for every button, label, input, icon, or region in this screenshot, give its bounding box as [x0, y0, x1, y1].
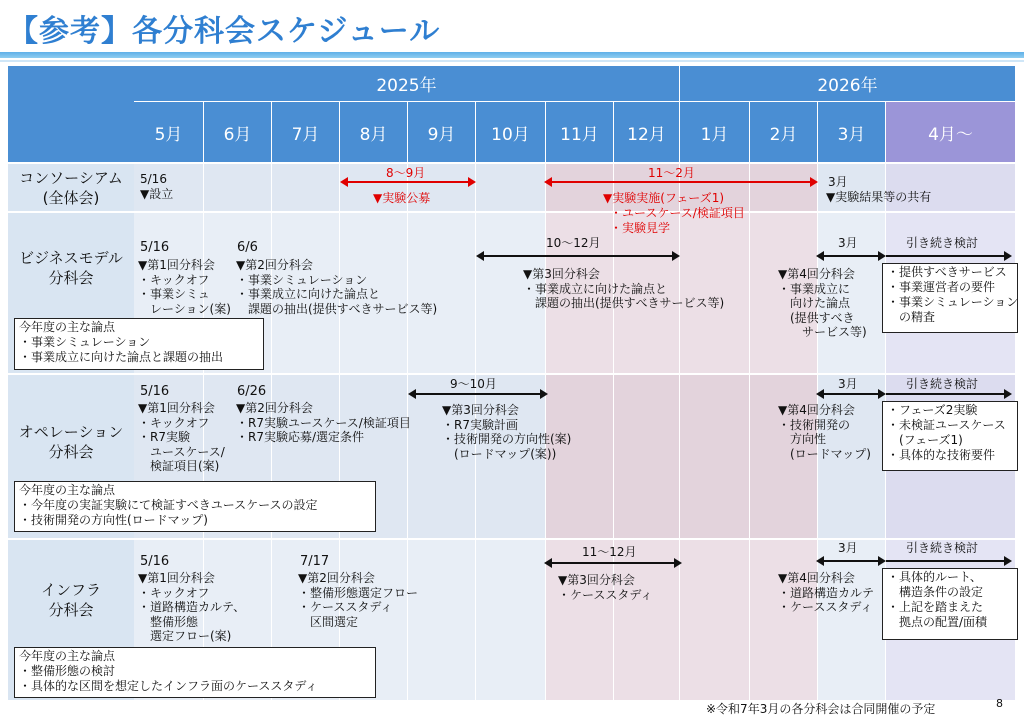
note-line: ▼第3回分科会 [442, 403, 519, 417]
month-header: 5月 [134, 102, 204, 162]
note-line: ▼第2回分科会 [298, 571, 375, 585]
business-march-arrow [818, 255, 884, 257]
month-header: 11月 [546, 102, 614, 162]
box-line: ・事業シミュレーション [887, 295, 1019, 309]
month-header: 7月 [272, 102, 340, 162]
grid-cell [614, 540, 680, 700]
note-line: 整備形態 [138, 614, 199, 629]
month-header: 4月～ [886, 102, 1016, 162]
issues-title: 今年度の主な論点 [19, 320, 116, 334]
grid-cell [408, 540, 476, 700]
operation-cont-box [882, 401, 1018, 471]
note-line: ユースケース/ [138, 444, 225, 459]
note-line: 区間選定 [298, 614, 359, 629]
business-cont-label: 引き続き検討 [906, 236, 979, 250]
box-line: ・事業成立に向けた論点と課題の抽出 [19, 350, 224, 364]
consortium-date: 5/16 [140, 172, 167, 186]
month-header: 9月 [408, 102, 476, 162]
box-line: ・整備形態の検討 [19, 664, 116, 678]
box-line: ・具体的な区間を想定したインフラ面のケーススタディ [19, 679, 318, 693]
operation-cont-arrow [886, 393, 1010, 395]
year-2025: 2025年 [134, 66, 680, 102]
month-header: 8月 [340, 102, 408, 162]
operation-march-arrow [818, 393, 884, 395]
note-line: ▼第4回分科会 [778, 403, 855, 417]
grid-cell [204, 164, 272, 211]
grid-cell [818, 540, 886, 700]
note-line: ・道路構造カルテ、 [138, 600, 246, 614]
operation-march-label: 3月 [838, 377, 858, 391]
footnote: ※令和7年3月の各分科会は合同開催の予定 [706, 702, 936, 716]
note-line: ・キックオフ [138, 415, 210, 430]
title-underline [0, 52, 1024, 58]
month-header: 6月 [204, 102, 272, 162]
grid-cell [476, 164, 546, 211]
infra-m1-lines [138, 571, 245, 644]
note-line: (ロードマップ) [778, 446, 871, 461]
note-line: ・ケーススタディ [298, 600, 393, 614]
business-m2-date: 6/6 [237, 240, 258, 255]
grid-cell [750, 540, 818, 700]
note-line: ・技術開発の方向性(案) [442, 432, 572, 446]
note-line: 方向性 [778, 432, 827, 446]
note-line: 課題の抽出(提供すべきサービス等) [523, 296, 725, 310]
box-line: ・具体的な技術要件 [887, 448, 996, 462]
operation-m2-lines [236, 401, 411, 445]
note-line: 選定フロー(案) [138, 629, 232, 643]
note-line: ▼第1回分科会 [138, 401, 215, 415]
operation-issues-box [14, 481, 376, 532]
infra-arrow-label: 11～12月 [582, 545, 637, 559]
page-number: 8 [996, 697, 1003, 710]
row-label-line: (全体会) [42, 188, 100, 207]
year-2026: 2026年 [680, 66, 1016, 102]
row-label-line: コンソーシアム [19, 168, 123, 187]
note-line: 課題の抽出(提供すべきサービス等) [236, 301, 438, 316]
note-line: ▼第1回分科会 [138, 571, 215, 585]
operation-m4-lines [778, 403, 871, 461]
consortium-event: ▼設立 [140, 187, 174, 201]
note-line: ・事業成立に向けた論点と [523, 281, 668, 296]
note-line: ・事業シミュ [138, 287, 210, 301]
box-line: 構造条件の設定 [887, 585, 984, 599]
business-cont-box [882, 263, 1018, 333]
note-line: ・キックオフ [138, 585, 210, 600]
operation-cont-label: 引き続き検討 [906, 377, 979, 391]
box-line: ・今年度の実証実験にて検証すべきユースケースの設定 [19, 498, 318, 512]
row-label-line: オペレーション [18, 422, 124, 441]
business-issues-box [14, 318, 264, 370]
business-march-label: 3月 [838, 236, 858, 250]
note-line: ・R7実験計画 [442, 417, 518, 432]
grid-cell [476, 540, 546, 700]
infra-march-arrow [818, 560, 884, 562]
row-label-consortium [8, 164, 134, 211]
box-line: の精査 [887, 310, 936, 324]
business-cont-arrow [886, 255, 1010, 257]
note-line: ▼第1回分科会 [138, 258, 215, 272]
box-line: (フェーズ1) [887, 433, 963, 447]
infra-cont-arrow [886, 560, 1010, 562]
infra-m4-lines [778, 571, 874, 615]
issues-title: 今年度の主な論点 [19, 649, 116, 663]
grid-cell [680, 540, 750, 700]
note-line: ・キックオフ [138, 272, 210, 287]
infra-m1-date: 5/16 [140, 554, 170, 569]
consortium-arrow2-text1: ▼実験実施(フェーズ1) [603, 191, 725, 205]
month-header: 10月 [476, 102, 546, 162]
operation-arrow [410, 393, 546, 395]
title-underline-thin [0, 60, 1024, 62]
business-m3-lines [523, 267, 724, 311]
operation-m2-date: 6/26 [237, 384, 267, 399]
note-line: 検証項目(案) [138, 459, 220, 473]
note-line: ・整備形態選定フロー [298, 585, 419, 600]
note-line: ▼第3回分科会 [558, 573, 635, 587]
note-line: ▼第4回分科会 [778, 267, 855, 281]
month-header: 1月 [680, 102, 750, 162]
note-line: 向けた論点 [778, 296, 851, 310]
consortium-arrow2 [546, 181, 816, 183]
issues-title: 今年度の主な論点 [19, 483, 116, 497]
operation-arrow-label: 9～10月 [450, 377, 497, 391]
note-line: (提供すべき [778, 310, 855, 325]
note-line: ・事業シミュレーション [236, 272, 368, 287]
box-line: ・未検証ユースケース [887, 418, 1006, 432]
note-line: ・R7実験応募/選定条件 [236, 430, 365, 444]
grid-cell [614, 375, 680, 538]
infra-cont-label: 引き続き検討 [906, 541, 979, 555]
note-line: ▼第2回分科会 [236, 401, 313, 415]
infra-m2-date: 7/17 [300, 554, 330, 569]
note-line: ・ケーススタディ [778, 600, 873, 614]
note-line: ・技術開発の [778, 417, 851, 432]
note-line: ▼第2回分科会 [236, 258, 313, 272]
consortium-end-month: 3月 [828, 175, 848, 189]
page-title: 【参考】各分科会スケジュール [8, 14, 441, 49]
consortium-arrow2-text3: ・実験見学 [610, 221, 671, 235]
row-label-line: 分科会 [48, 442, 94, 461]
note-line: (ロードマップ(案)) [442, 446, 557, 461]
operation-m1-date: 5/16 [140, 384, 170, 399]
note-line: ・事業成立に [778, 281, 851, 296]
box-line: 拠点の配置/面積 [887, 615, 988, 629]
row-label-line: インフラ [40, 581, 101, 599]
business-m1-lines [138, 258, 231, 316]
consortium-arrow2-text2: ・ユースケース/検証項目 [610, 206, 745, 220]
row-label-line: 分科会 [48, 601, 94, 619]
business-arrow-label: 10～12月 [546, 236, 601, 250]
box-line: ・技術開発の方向性(ロードマップ) [19, 513, 208, 527]
box-line: ・具体的ルート、 [887, 570, 982, 584]
note-line: ・R7実験 [138, 430, 190, 444]
consortium-end-text: ▼実験結果等の共有 [826, 190, 932, 204]
business-m1-date: 5/16 [140, 240, 170, 255]
consortium-arrow1-label: 8～9月 [386, 166, 426, 180]
box-line: ・提供すべきサービス [887, 265, 1007, 279]
note-line: ・ケーススタディ [558, 587, 653, 602]
note-line: ・R7実験ユースケース/検証項目 [236, 415, 411, 430]
note-line: レーション(案) [138, 301, 231, 316]
grid-cell [272, 164, 340, 211]
infra-m2-lines [298, 571, 418, 629]
business-m4-lines [778, 267, 867, 340]
infra-issues-box [14, 647, 376, 698]
note-line: ・事業成立に向けた論点と [236, 287, 381, 301]
month-header: 3月 [818, 102, 886, 162]
business-m2-lines [236, 258, 437, 316]
consortium-arrow2-label: 11～2月 [648, 166, 695, 180]
grid-cell [680, 375, 750, 538]
note-line: サービス等) [778, 325, 867, 339]
consortium-arrow1-text: ▼実験公募 [373, 191, 431, 205]
corner-cell [8, 66, 134, 162]
operation-m1-lines [138, 401, 225, 474]
infra-cont-box [882, 568, 1018, 640]
note-line: ▼第3回分科会 [523, 267, 600, 281]
note-line: ・道路構造カルテ [778, 585, 875, 600]
business-arrow [478, 255, 678, 257]
infra-march-label: 3月 [838, 541, 858, 555]
row-label-line: ビジネスモデル [19, 249, 123, 267]
grid-cell [546, 540, 614, 700]
box-line: ・上記を踏まえた [887, 600, 984, 614]
box-line: ・フェーズ2実験 [887, 403, 978, 417]
consortium-arrow1 [342, 181, 474, 183]
box-line: ・事業シミュレーション [19, 335, 151, 349]
month-header: 2月 [750, 102, 818, 162]
operation-m3-lines [442, 403, 571, 461]
note-line: ▼第4回分科会 [778, 571, 855, 585]
grid-cell [750, 164, 818, 211]
box-line: ・事業運営者の要件 [887, 280, 996, 294]
infra-arrow [546, 562, 680, 564]
infra-m3-lines [558, 573, 652, 602]
month-header: 12月 [614, 102, 680, 162]
row-label-line: 分科会 [48, 269, 94, 287]
